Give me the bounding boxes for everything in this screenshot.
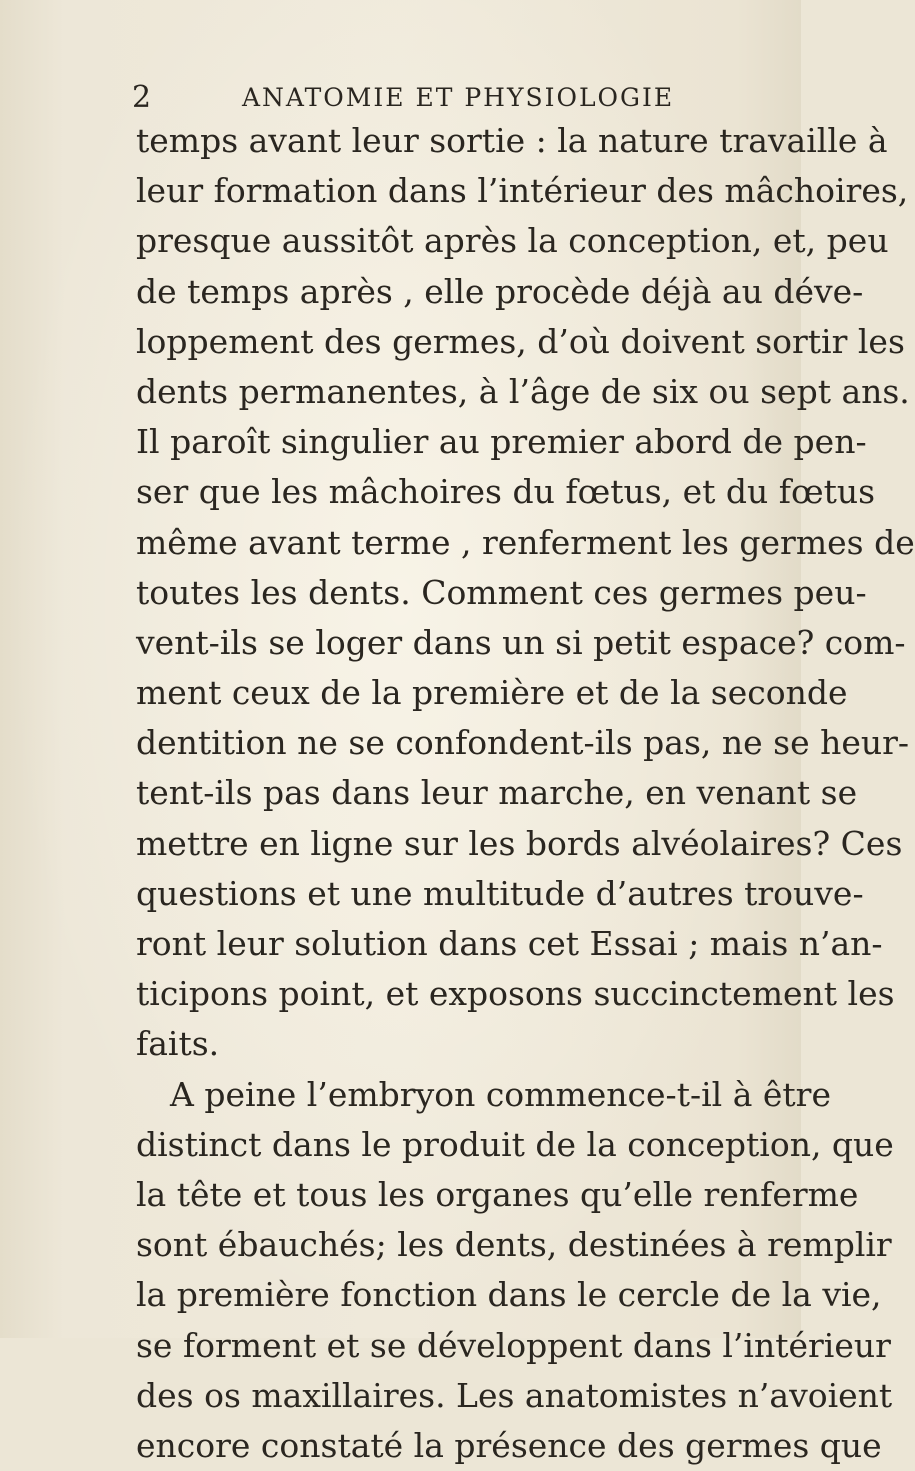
text-line: vent-ils se loger dans un si petit espace? com-: [136, 622, 906, 662]
body-text: [136, 116, 915, 1471]
text-line: tent-ils pas dans leur marche, en venant se: [136, 773, 858, 813]
text-line: encore constaté la présence des germes que: [136, 1425, 882, 1465]
text-line: leur formation dans l’intérieur des mâchoires,: [136, 171, 909, 211]
text-line: de temps après , elle procède déjà au déve-: [136, 271, 864, 311]
text-line: sont ébauchés; les dents, destinées à remplir: [136, 1225, 892, 1265]
running-title: ANATOMIE ET PHYSIOLOGIE: [242, 83, 675, 112]
page-number: 2: [132, 80, 152, 115]
text-line: ront leur solution dans cet Essai ; mais n’an-: [136, 924, 883, 963]
text-line: presque aussitôt après la conception, et, peu: [136, 221, 889, 261]
text-line: la première fonction dans le cercle de la vie,: [136, 1275, 882, 1315]
paragraph-end-line: faits.: [136, 1024, 220, 1064]
text-line: la tête et tous les organes qu’elle renferme: [136, 1174, 859, 1214]
text-line: dentition ne se confondent-ils pas, ne se heur-: [136, 723, 910, 763]
text-line: même avant terme , renferment les germes de: [136, 522, 915, 562]
text-line: ticipons point, et exposons succinctement les: [136, 974, 895, 1014]
text-line: toutes les dents. Comment ces germes peu-: [136, 572, 867, 612]
text-line: ser que les mâchoires du fœtus, et du fœtus: [136, 472, 876, 512]
text-line: Il paroît singulier au premier abord de pen-: [136, 422, 867, 462]
text-line: se forment et se développent dans l’intérieur: [136, 1325, 891, 1365]
text-line: distinct dans le produit de la conception, que: [136, 1124, 894, 1164]
text-line: ment ceux de la première et de la seconde: [136, 673, 848, 713]
text-line: dents permanentes, à l’âge de six ou sept ans.: [136, 371, 910, 411]
page-header: [0, 78, 801, 118]
paragraph-start-line: A peine l’embryon commence-t-il à être: [170, 1074, 831, 1114]
text-line: loppement des germes, d’où doivent sortir les: [136, 321, 905, 361]
text-line: mettre en ligne sur les bords alvéolaires? Ces: [136, 823, 903, 863]
text-line: questions et une multitude d’autres trouve-: [136, 873, 864, 913]
text-line: temps avant leur sortie : la nature travaille à: [136, 121, 888, 160]
text-line: des os maxillaires. Les anatomistes n’avoient: [136, 1375, 893, 1415]
